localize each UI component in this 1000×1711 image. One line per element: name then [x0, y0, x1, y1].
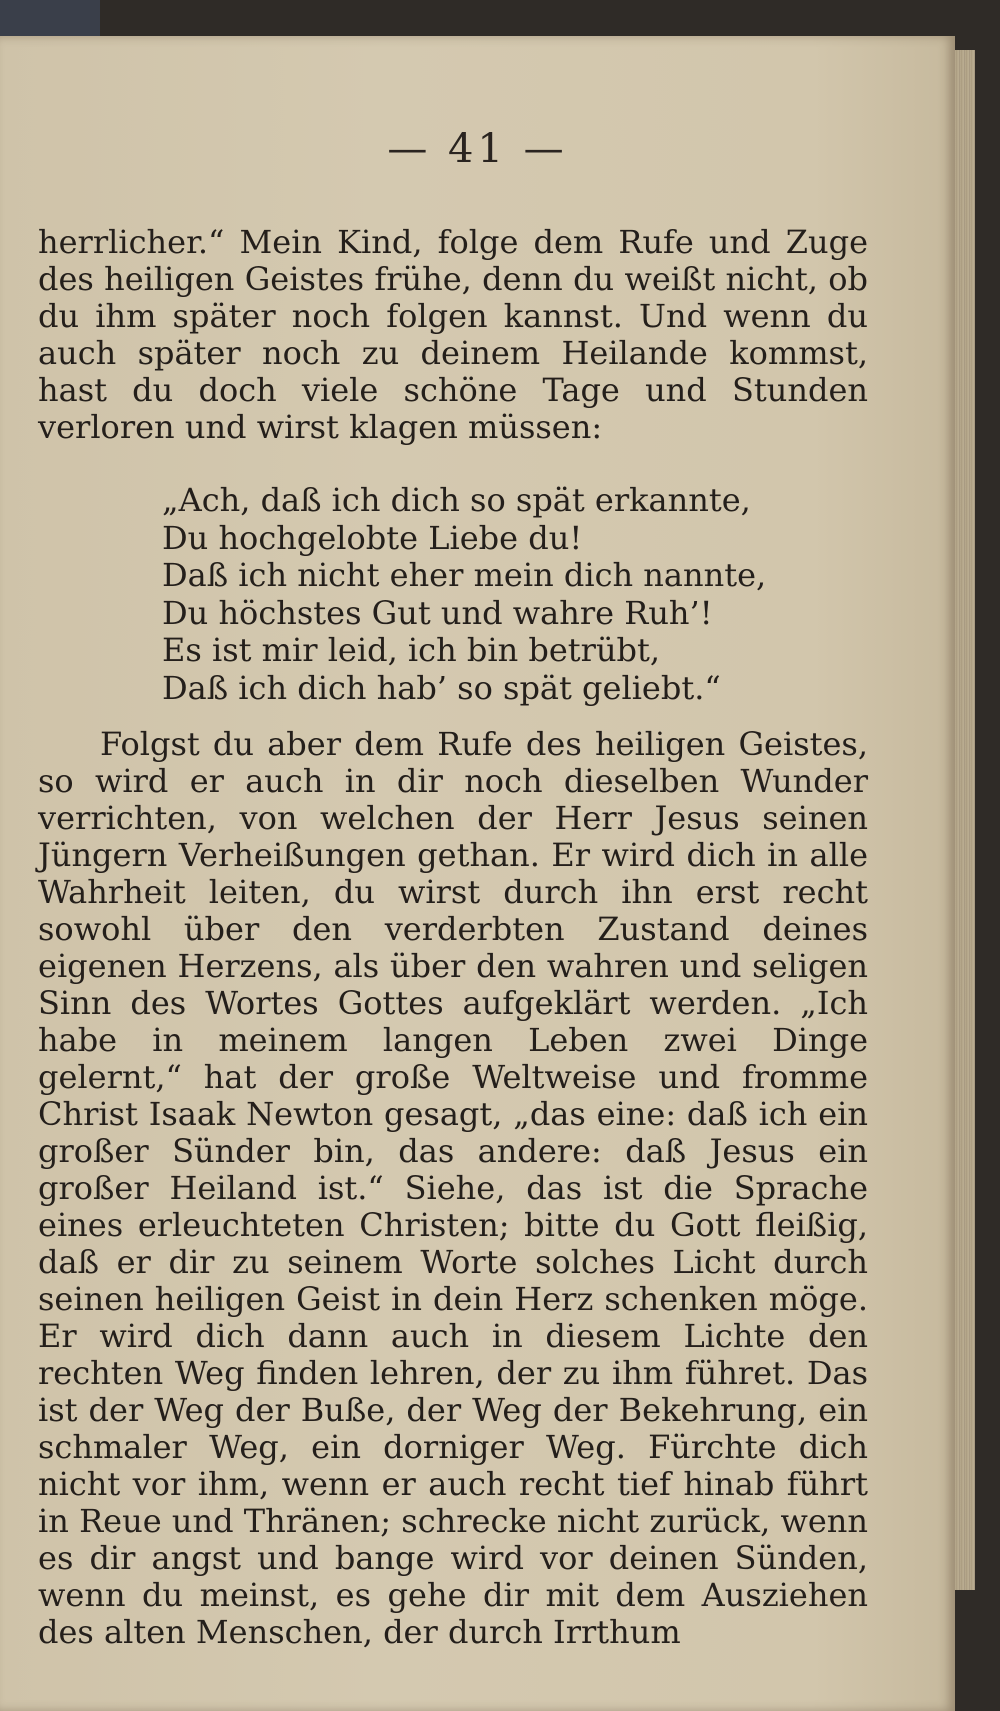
verse-line: Es ist mir leid, ich bin betrübt,: [162, 631, 661, 669]
verse-line: Du höchstes Gut und wahre Ruh’!: [162, 593, 713, 632]
verse-block: [162, 482, 862, 707]
page-stack-edge: [955, 50, 975, 1590]
paragraph-1: herrlicher.“ Mein Kind, folge dem Rufe und Zuge des heiligen Geistes frühe, denn du weißt nicht, ob du ihm später noch folgen kannst. Und wenn du auch später noch zu deinem Heilande kommst, hast du doch viele schöne Tage und Stunden verloren und wirst klagen müssen:: [38, 223, 868, 446]
verse-line: „Ach, daß ich dich so spät erkannte,: [162, 481, 751, 519]
paragraph-2: Folgst du aber dem Rufe des heiligen Geistes, so wird er auch in dir noch dieselben Wunder verrichten, von welchen der Herr Jesus seinen Jüngern Verheißungen gethan. Er wird dich in alle Wahrheit leiten, du wirst durch ihn erst recht sowohl über den verderbten Zustand deines eigenen Herzens, als über den wahren und seligen Sinn des Wortes Gottes aufgeklärt werden. „Ich habe in meinem langen Leben zwei Dinge gelernt,“ hat der große Weltweise und fromme Christ Isaak Newton gesagt, „das eine: daß ich ein großer Sünder bin, das andere: daß Jesus ein großer Heiland ist.“ Siehe, das ist die Sprache eines erleuchteten Christen; bitte du Gott fleißig, daß er dir zu seinem Worte solches Licht durch seinen heiligen Geist in dein Herz schenken möge. Er wird dich dann auch in diesem Lichte den rechten Weg finden lehren, der zu ihm führet. Das ist der Weg der Buße, der Weg der Bekehrung, ein schmaler Weg, ein dorniger Weg. Fürchte dich nicht vor ihm, wenn er auch recht tief hinab führt in Reue und Thränen; schrecke nicht zurück, wenn es dir angst und bange wird vor deinen Sünden, wenn du meinst, es gehe dir mit dem Ausziehen des alten Menschen, der durch Irrthum: [38, 725, 868, 1651]
verse-line: Daß ich nicht eher mein dich nannte,: [162, 556, 767, 594]
verse-line: Du hochgelobte Liebe du!: [162, 518, 583, 557]
book-page: [0, 36, 955, 1711]
page-number: — 41 —: [387, 126, 568, 172]
verse-line: Daß ich dich hab’ so spät geliebt.“: [162, 668, 721, 707]
background-corner: [0, 0, 100, 36]
